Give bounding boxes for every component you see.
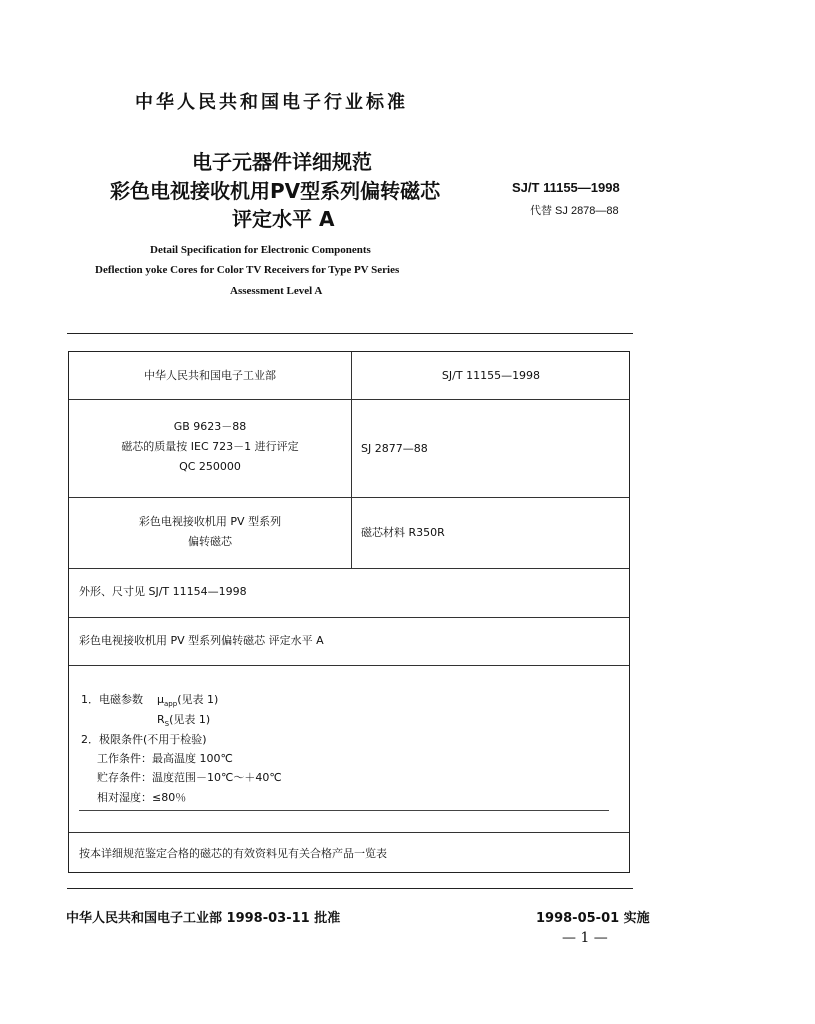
assessment-level-cell: 彩色电视接收机用 PV 型系列偏转磁芯 评定水平 A — [79, 634, 324, 647]
outline-dimensions-cell: 外形、尺寸见 SJ/T 11154—1998 — [79, 585, 247, 598]
table-row-divider — [69, 568, 629, 569]
param-item2-label: 2．极限条件(不用于检验) — [81, 733, 207, 746]
table-row-divider — [69, 399, 629, 400]
replaces-standard: 代替 SJ 2878—88 — [530, 205, 619, 217]
bottom-rule — [67, 888, 633, 889]
implementation-date: 1998-05-01 实施 — [536, 911, 650, 926]
issuing-authority-cell: 中华人民共和国电子工业部 — [144, 369, 276, 382]
page-number: — 1 — — [562, 930, 608, 946]
standard-number: SJ/T 11155—1998 — [512, 180, 620, 195]
top-rule — [67, 333, 633, 334]
r-note: (见表 1) — [169, 713, 211, 726]
table-row-divider — [69, 617, 629, 618]
param-item1-label: 1．电磁参数 — [81, 693, 143, 706]
relative-humidity: 相对湿度：≤80％ — [97, 791, 187, 804]
approval-line: 中华人民共和国电子工业部 1998-03-11 批准 — [66, 911, 341, 926]
title-en-line2: Deflection yoke Cores for Color TV Receivers for Type PV Series — [95, 264, 400, 276]
component-desc-line2: 偏转磁芯 — [188, 535, 232, 548]
mu-note: (见表 1) — [177, 693, 219, 706]
standard-number-cell: SJ/T 11155—1998 — [441, 369, 541, 382]
spec-table — [68, 351, 630, 873]
r-symbol: R — [157, 713, 165, 726]
generic-spec-line1: GB 9623－88 — [173, 420, 247, 433]
title-cn-line3: 评定水平 A — [232, 207, 335, 231]
generic-spec-line2: 磁芯的质量按 IEC 723－1 进行评定 — [121, 440, 299, 453]
table-row-divider — [69, 665, 629, 666]
title-cn-line1: 电子元器件详细规范 — [192, 150, 372, 174]
r-subscript: S — [164, 720, 170, 729]
qualified-products-note: 按本详细规范鉴定合格的磁芯的有效资料见有关合格产品一览表 — [79, 847, 387, 860]
mu-subscript: app — [164, 700, 178, 709]
mu-symbol: μ — [157, 693, 164, 706]
industry-standard-header: 中华人民共和国电子行业标准 — [135, 92, 408, 113]
operating-conditions: 工作条件：最高温度 100℃ — [97, 752, 233, 765]
table-row-divider — [69, 832, 629, 833]
title-cn-line2: 彩色电视接收机用PV型系列偏转磁芯 — [110, 179, 441, 203]
sectional-spec-cell: SJ 2877—88 — [361, 442, 428, 455]
params-rule — [79, 810, 609, 811]
title-en-line1: Detail Specification for Electronic Components — [150, 244, 371, 256]
component-desc-line1: 彩色电视接收机用 PV 型系列 — [138, 515, 282, 528]
table-row-divider — [69, 497, 629, 498]
generic-spec-line3: QC 250000 — [179, 460, 241, 473]
storage-conditions: 贮存条件：温度范围－10℃～＋40℃ — [97, 771, 282, 784]
title-en-line3: Assessment Level A — [230, 285, 323, 297]
core-material-cell: 磁芯材料 R350R — [361, 526, 445, 539]
